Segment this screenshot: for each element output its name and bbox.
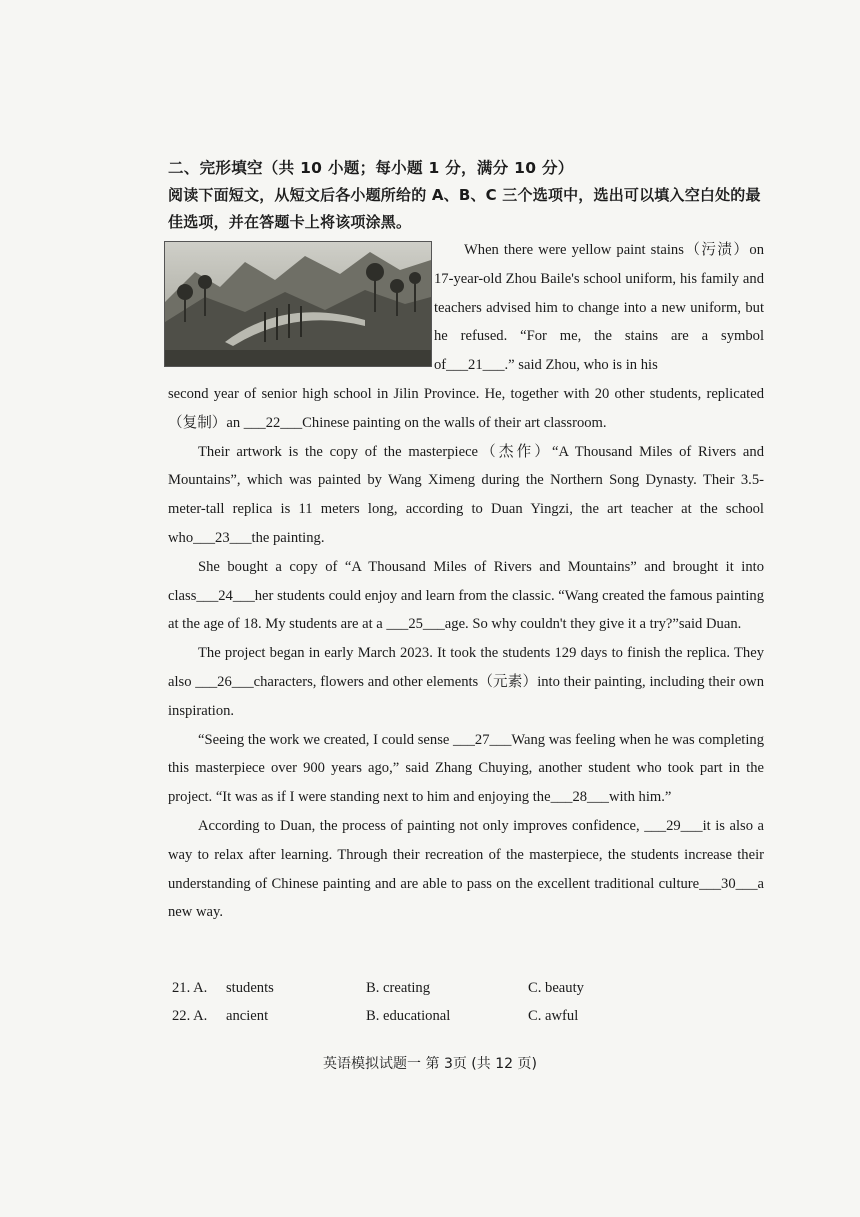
question-number: 21. A.: [172, 980, 208, 996]
question-number: 22. A.: [172, 1008, 208, 1024]
option-a: ancient: [226, 1008, 269, 1024]
paragraph-2: Their artwork is the copy of the masterpiece（杰作）“A Thousand Miles of Rivers and Mountains”, which was painted by Wang Ximeng during the Northern Song Dynasty. Their 3.5-meter-tall replica is 11 meters long, according to Duan Yingzi, the art teacher at the school who___23___the painting.: [168, 443, 764, 546]
paragraph-5: “Seeing the work we created, I could sense ___27___Wang was feeling when he was completing this masterpiece over 900 years ago,” said Zhang Chuying, another student who took part in the project. “It was as if I were standing next to him and enjoying the___28___with him.”: [168, 731, 764, 806]
section-instructions: 阅读下面短文，从短文后各小题所给的 A、B、C 三个选项中，选出可以填入空白处的最佳选项，并在答题卡上将该项涂黑。: [168, 186, 761, 231]
paragraph-6: According to Duan, the process of painting not only improves confidence, ___29___it is also a way to relax after learning. Through their recreation of the masterpiece, the students increase their understanding of Chinese painting and are able to pass on the excellent traditional culture___30___a new way.: [168, 817, 764, 921]
option-c: C. awful: [528, 1008, 579, 1024]
paragraph-3: She bought a copy of “A Thousand Miles of Rivers and Mountains” and brought it into class___24___her students could enjoy and learn from the classic. “Wang created the famous painting at the age of 18. My students are at a ___25___age. So why couldn't they give it a try?”said Duan.: [168, 558, 764, 633]
section-heading: 二、完形填空（共 10 小题；每小题 1 分，满分 10 分）: [168, 159, 574, 177]
option-b: B. educational: [366, 1008, 451, 1024]
paragraph-4: The project began in early March 2023. It took the students 129 days to finish the replica. They also ___26___characters, flowers and other elements（元素）into their painting, including their own inspiration.: [168, 645, 764, 719]
question-22-row: [172, 1008, 772, 1032]
option-a: students: [226, 980, 274, 996]
passage-paragraph-1: [434, 236, 764, 380]
paragraph-1-continued: second year of senior high school in Jilin Province. He, together with 20 other students, replicated（复制）an ___22___Chinese painting on the walls of their art classroom.: [168, 386, 764, 431]
option-c: C. beauty: [528, 980, 584, 996]
passage-body: [168, 380, 764, 927]
question-21-row: [172, 980, 772, 1004]
paragraph-1-text: When there were yellow paint stains（污渍）on 17-year-old Zhou Baile's school uniform, his family and teachers advised him to change into a new uniform, but he refused. “For me, the stains are a symbol of___21___.” said Zhou, who is in his: [434, 242, 764, 374]
option-b: B. creating: [366, 980, 431, 996]
page-footer: 英语模拟试题一 第 3页 (共 12 页): [323, 1056, 537, 1072]
landscape-painting-image: [164, 241, 432, 367]
